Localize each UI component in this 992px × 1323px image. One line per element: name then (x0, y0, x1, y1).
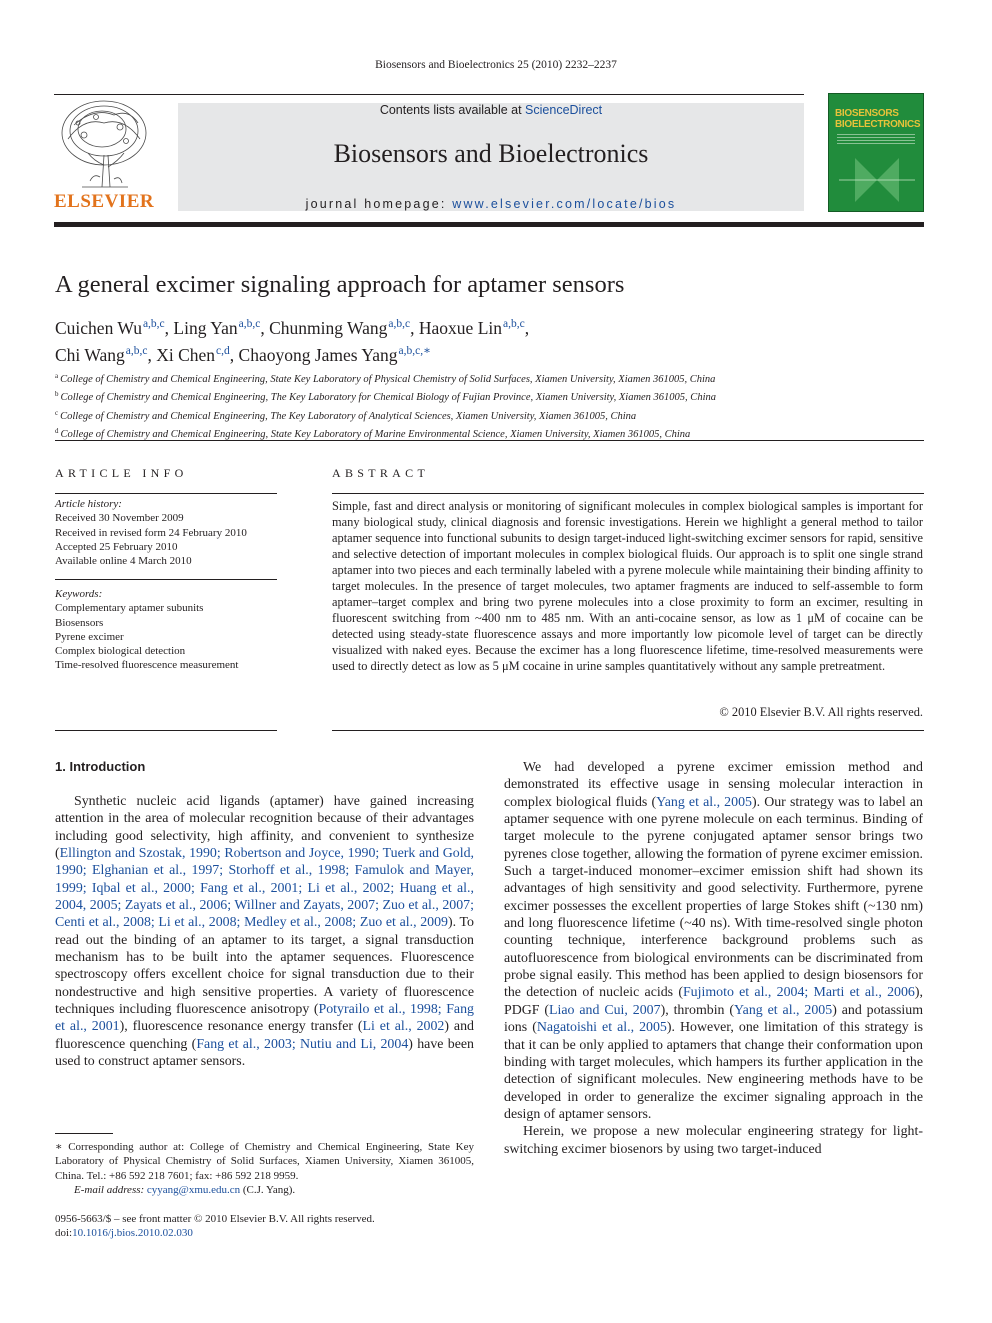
contents-line (178, 103, 804, 117)
cover-graphic-icon (829, 150, 924, 210)
citation-link[interactable]: Li et al., 2002 (362, 1019, 445, 1035)
author-name: Haoxue Lin (418, 318, 502, 338)
affiliation-marker: b (55, 390, 59, 399)
affiliation-text: College of Chemistry and Chemical Engineering, The Key Laboratory for Chemical Biology of Fujian Province, Xiamen University, Xiamen 361005, China (60, 392, 716, 404)
keyword-list (55, 601, 277, 672)
history-item: Received in revised form 24 February 2010 (55, 526, 247, 539)
corresponding-author-footnote (55, 1140, 474, 1197)
article-info-bottom-rule (55, 730, 277, 731)
email-link[interactable]: cyyang@xmu.edu.cn (146, 1183, 241, 1196)
masthead-bottom-rule (54, 222, 924, 227)
author-separator: , (164, 318, 174, 338)
citation-link[interactable]: Fujimoto et al., 2004; Marti et al., 2006 (682, 985, 915, 1001)
email-line (55, 1183, 474, 1197)
article-history (55, 497, 277, 568)
keyword: Pyrene excimer (55, 630, 124, 643)
body-column-left (55, 793, 474, 1071)
cover-text-lines (837, 134, 915, 146)
keyword: Time-resolved fluorescence measurement (55, 659, 239, 672)
affiliation (55, 369, 925, 387)
abstract-rule (332, 493, 924, 494)
author-separator: , (147, 345, 157, 365)
paragraph-text: ) have been used to construct aptamer sensors. (55, 1036, 474, 1070)
history-label: Article history: (55, 498, 122, 510)
header-rule (54, 94, 804, 95)
journal-title: Biosensors and Bioelectronics (333, 139, 649, 168)
affiliation-marker: a (55, 372, 59, 380)
citation-link[interactable]: Liao and Cui, 2007 (549, 1002, 661, 1018)
journal-citation: Biosensors and Bioelectronics 25 (2010) 2232–2237 (375, 59, 617, 71)
keywords-label: Keywords: (55, 588, 103, 600)
doi-prefix: doi: (55, 1227, 73, 1240)
affiliation (55, 406, 925, 424)
doi-line (55, 1226, 474, 1240)
affiliation-text: College of Chemistry and Chemical Engineering, The Key Laboratory of Analytical Sciences, Xiamen University, Xiamen 361005, China (60, 410, 637, 422)
article-info-heading: ARTICLE INFO (55, 466, 188, 480)
email-label: E-mail address: (74, 1183, 147, 1196)
paragraph-text: Synthetic nucleic acid ligands (aptamer) have gained increasing attention in the area of molecular recognition because of their advantages including good selectivity, high affinity, and convenient to synthesize ( (55, 794, 474, 862)
author-separator: , (524, 318, 530, 338)
paragraph-text: ) and fluorescence quenching ( (55, 1019, 474, 1052)
citation-link[interactable]: Potyrailo et al., 1998; Fang et al., 2001 (55, 1002, 474, 1035)
keywords-block (55, 587, 277, 673)
elsevier-logo[interactable] (54, 95, 154, 213)
abstract-bottom-rule (332, 730, 924, 731)
affiliation-rule (55, 440, 924, 441)
affiliation-text: College of Chemistry and Chemical Engineering, State Key Laboratory of Physical Chemistry of Solid Surfaces, Xiamen University, Xiamen 361005, China (60, 374, 716, 385)
paragraph-text: ), fluorescence resonance energy transfer ( (119, 1019, 363, 1035)
author-line (55, 340, 815, 367)
keyword: Complex biological detection (55, 645, 186, 658)
author-line (55, 313, 815, 340)
abstract-text: Simple, fast and direct analysis or monitoring of significant molecules in complex biological samples is important for many biological study, clinical diagnosis and forensic investigations. Herein we highlight a general method to tailor aptamer sequence into functional subunits to design target-induced light-switching excimer sensors for rapid, sensitive and selective detection of important molecules in complex biological fluids. Our approach is to split one single strand aptamer into two pieces and each terminally labeled with a pyrene molecule while maintaining their binding affinity to target molecules. In the presence of target molecules, two aptamer fragments are induced to self-assemble to form aptamer–target complex and bring two pyrene molecules into a close proximity to form an excimer, resulting in fluorescent switching from ~400 nm to 485 nm. With an anti-cocaine sensor, as low as 1 μM of cocaine can be detected using steady-state fluorescence assays and more importantly low picomole level of target can be directly visualized with naked eyes. Because the excimer has a long fluorescence lifetime, time-resolved measurements were used to directly detect as low as 5 μM cocaine in urine samples quantitatively without any sample pretreatment. (332, 499, 923, 673)
paragraph-text: ). However, one limitation of this strategy is that it can be only applied to aptamers that change their conformation upon binding with target molecules, which hampers its further application in the detection of significant molecules. New engineering methods have to be developed in order to generalize the excimer signaling approach in the design of aptamer sensors. (504, 1020, 923, 1122)
affiliation-marker: d (55, 426, 59, 435)
author-name: Cuichen Wu (55, 318, 142, 338)
corresponding-author-text: ∗ Corresponding author at: College of Chemistry and Chemical Engineering, State Key Laboratory of Physical Chemistry of Solid Surfaces, Xiamen University, Xiamen 361005, China. Tel.: +86 592 218 7601; fax: +86 592 218 9959. (55, 1141, 474, 1182)
paragraph-text: ), thrombin ( (660, 1002, 735, 1018)
author-separator: , (260, 318, 270, 338)
author-separator: , (229, 345, 239, 365)
citation-link[interactable]: Fang et al., 2003; Nutiu and Li, 2004 (196, 1036, 409, 1052)
history-item: Received 30 November 2009 (55, 512, 184, 525)
keyword: Biosensors (55, 616, 104, 629)
affiliation-list (55, 369, 925, 442)
author-name: Chi Wang (55, 345, 125, 365)
paragraph-text: We had developed a pyrene excimer emission method and demonstrated its effective usage in sensing molecular interaction in complex biological fluids ( (504, 760, 923, 810)
author-name: Xi Chen (156, 345, 216, 365)
article-title: A general excimer signaling approach for aptamer sensors (55, 271, 625, 298)
sciencedirect-link[interactable]: ScienceDirect (525, 103, 603, 117)
intro-paragraph: Herein, we propose a new molecular engineering strategy for light-switching excimer biosenors by using two target-induced (504, 1124, 923, 1157)
author-affiliation-marker[interactable]: c,d (216, 345, 230, 357)
citation-link[interactable]: Ellington and Szostak, 1990; Robertson and Joyce, 1990; Tuerk and Gold, 1990; Elghanian et al., 1997; Storhoff et al., 1998; Famulok and Mayer, 1999; Iqbal et al., 2000; Fang et al., 2001; Li et al., 2002; Huang et al., 2004, 2005; Zayats et al., 2006; Willner and Zayats, 2007; Zuo et al., 2007; Centi et al., 2008; Li et al., 2008; Medley et al., 2008; Zuo et al., 2009 (55, 846, 474, 931)
copyright-notice: © 2010 Elsevier B.V. All rights reserved. (719, 705, 923, 719)
footnote-rule (55, 1133, 113, 1134)
body-column-right (504, 759, 923, 1158)
doi-link[interactable]: 10.1016/j.bios.2010.02.030 (72, 1227, 193, 1240)
author-name: Chunming Wang (269, 318, 388, 338)
author-affiliation-marker[interactable]: a,b,c (125, 345, 148, 357)
elsevier-wordmark: ELSEVIER (54, 191, 155, 212)
author-affiliation-marker[interactable]: a,b,c (503, 318, 525, 330)
introduction-heading: 1. Introduction (55, 759, 146, 774)
homepage-prefix: journal homepage: (305, 197, 453, 211)
journal-homepage (178, 197, 804, 211)
journal-banner (178, 103, 804, 211)
keyword: Complementary aptamer subunits (55, 602, 204, 615)
paragraph-text: ). To read out the binding of an aptamer to its target, a signal transduction mechanism has to be built into the aptamer sequences. Fluorescence spectroscopy offers excellent choice for signal transduction due to their nondestructive and high sensitive properties. A variety of fluorescence techniques including fluorescence anisotropy ( (55, 915, 474, 1018)
paragraph-text: ), PDGF ( (504, 985, 923, 1018)
author-affiliation-marker[interactable]: a,b,c (142, 318, 165, 330)
email-suffix: (C.J. Yang). (240, 1183, 296, 1196)
author-name: Chaoyong James Yang (238, 345, 398, 365)
abstract-heading: ABSTRACT (332, 466, 430, 480)
journal-cover-thumbnail[interactable] (828, 93, 924, 212)
author-list (55, 313, 815, 367)
affiliation-marker: c (55, 408, 59, 417)
history-list (55, 511, 277, 568)
intro-paragraph (55, 793, 474, 1071)
keywords-rule (55, 579, 277, 580)
author-affiliation-marker[interactable]: a,b,c (238, 318, 261, 330)
intro-paragraph (504, 759, 923, 1123)
contents-prefix: Contents lists available at (379, 103, 526, 117)
citation-link[interactable]: Nagatoishi et al., 2005 (536, 1020, 667, 1036)
affiliation (55, 387, 925, 405)
article-info-rule (55, 493, 277, 494)
author-separator: , (410, 318, 419, 338)
issn-line: 0956-5663/$ – see front matter © 2010 Elsevier B.V. All rights reserved. (55, 1213, 375, 1225)
history-item: Accepted 25 February 2010 (55, 540, 178, 553)
history-item: Available online 4 March 2010 (55, 555, 192, 568)
affiliation-text: College of Chemistry and Chemical Engineering, State Key Laboratory of Marine Environmental Science, Xiamen University, Xiamen 361005, China (60, 428, 691, 440)
author-name: Ling Yan (173, 318, 238, 338)
elsevier-tree-icon (54, 95, 154, 193)
journal-masthead (54, 93, 924, 213)
author-affiliation-marker[interactable]: a,b,c (388, 318, 411, 330)
front-matter (55, 1212, 474, 1241)
paragraph-text: ). Our strategy was to label an aptamer sequence with one pyrene molecule on each terminus. Binding of target molecule to the pyrene conjugated aptamer sensor brings two pyrenes close together, allowing the formation of pyrene excimer emission. Such a target-induced monomer–excimer emission shift had shown its advantages of high sensitivity and good selectivity. Furthermore, pyrene excimer possesses the excellent properties of large Stokes shift (~130 nm) and long fluorescence lifetime (~40 ns). With time-resolved single photon counting technique, interference background problems such as autofluorescence from biological environments can be discriminated from probe signal easily. This method has been applied to design biosensors for the detection of nucleic acids ( (504, 794, 923, 1001)
author-affiliation-marker[interactable]: a,b,c,∗ (398, 345, 431, 357)
paragraph-text: ) and potassium ions ( (504, 1002, 923, 1036)
homepage-link[interactable]: www.elsevier.com/locate/bios (452, 197, 677, 211)
cover-title: BIOSENSORS BIOELECTRONICS (835, 108, 921, 130)
citation-link[interactable]: Yang et al., 2005 (734, 1002, 833, 1018)
citation-link[interactable]: Yang et al., 2005 (656, 794, 752, 810)
